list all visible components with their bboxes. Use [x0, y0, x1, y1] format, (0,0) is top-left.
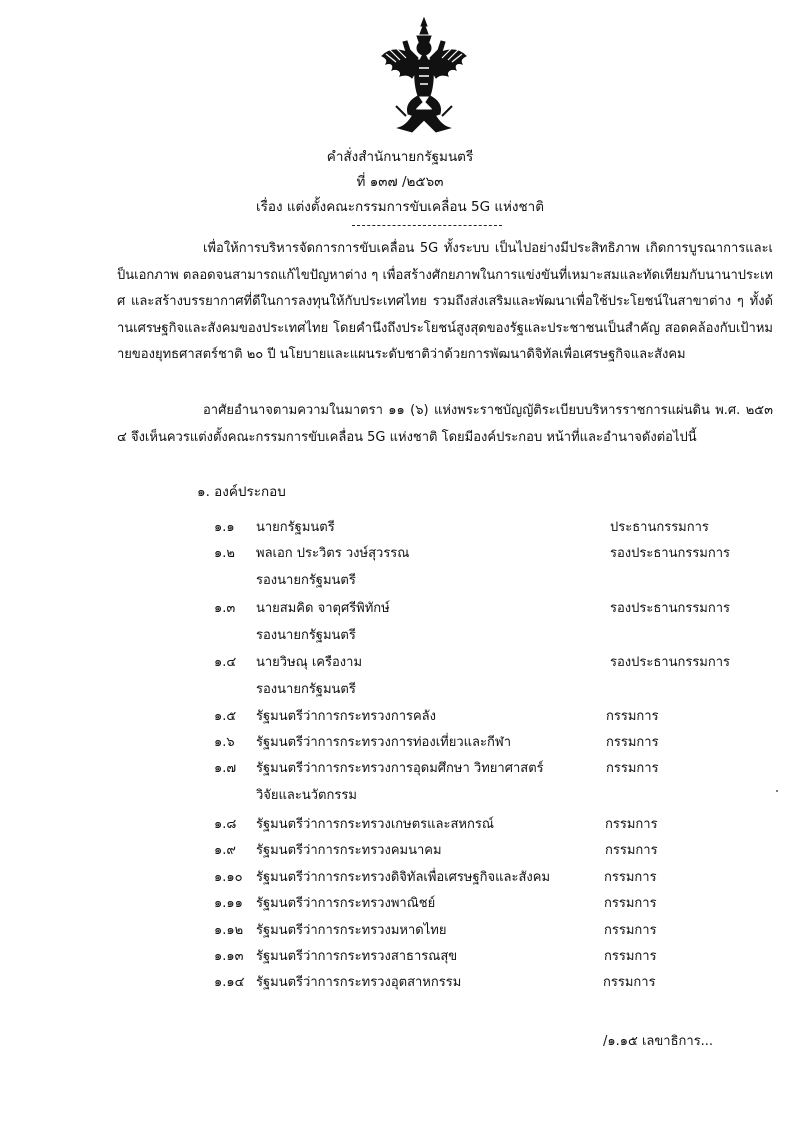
member-row	[214, 839, 774, 865]
member-role: กรรมการ	[604, 949, 657, 964]
member-name: รัฐมนตรีว่าการกระทรวงพาณิชย์	[256, 896, 436, 911]
continuation-note: /๑.๑๕ เลขาธิการ...	[603, 1034, 714, 1049]
member-row	[214, 651, 774, 705]
member-row	[214, 919, 774, 945]
member-role: กรรมการ	[606, 735, 659, 750]
garuda-emblem-icon	[376, 16, 472, 134]
member-role: กรรมการ	[603, 975, 656, 990]
member-row	[214, 731, 774, 757]
member-name: รัฐมนตรีว่าการกระทรวงเกษตรและสหกรณ์	[256, 817, 494, 832]
member-row	[214, 945, 774, 971]
member-row	[214, 866, 774, 892]
member-number: ๑.๓	[214, 601, 236, 616]
member-position: รองนายกรัฐมนตรี	[256, 682, 356, 697]
member-number: ๑.๑	[214, 520, 235, 535]
order-title: คำสั่งสำนักนายกรัฐมนตรี	[326, 149, 474, 165]
member-name: รัฐมนตรีว่าการกระทรวงดิจิทัลเพื่อเศรษฐกิจและสังคม	[256, 870, 551, 885]
section-title: ๑. องค์ประกอบ	[197, 484, 286, 500]
member-row	[214, 516, 774, 542]
order-subject: เรื่อง แต่งตั้งคณะกรรมการขับเคลื่อน 5G แห่งชาติ	[255, 199, 545, 215]
member-position: วิจัยและนวัตกรรม	[256, 788, 357, 803]
member-number: ๑.๖	[214, 735, 235, 750]
member-position: รองนายกรัฐมนตรี	[256, 628, 356, 643]
member-number: ๑.๑๑	[214, 896, 243, 911]
member-role: กรรมการ	[605, 843, 658, 858]
member-name: นายวิษณุ เครืองาม	[256, 655, 363, 670]
member-name: รัฐมนตรีว่าการกระทรวงคมนาคม	[256, 843, 442, 858]
member-role: รองประธานกรรมการ	[610, 546, 731, 561]
member-role: กรรมการ	[606, 761, 659, 776]
scan-speck	[776, 790, 778, 792]
member-number: ๑.๑๒	[214, 923, 244, 938]
member-row	[214, 542, 774, 596]
member-role: กรรมการ	[605, 817, 658, 832]
member-row	[214, 757, 774, 811]
member-number: ๑.๕	[214, 709, 237, 724]
member-role: กรรมการ	[606, 709, 659, 724]
paragraph-1: เพื่อให้การบริหารจัดการการขับเคลื่อน 5G ทั้งระบบ เป็นไปอย่างมีประสิทธิภาพ เกิดการบูรณาการและเป็นเอกภาพ ตลอดจนสามารถแก้ไขปัญหาต่าง ๆ เพื่อสร้างศักยภาพในการแข่งขันที่เหมาะสมและทัดเทียมกับนานาประเทศ และสร้างบรรยากาศที่ดีในการลงทุนให้กับประเทศไทย รวมถึงส่งเสริมและพัฒนาเพื่อใช้ประโยชน์ในสาขาต่าง ๆ ทั้งด้านเศรษฐกิจและสังคมของประเทศไทย โดยคำนึงถึงประโยชน์สูงสุดของรัฐและประชาชนเป็นสำคัญ สอดคล้องกับเป้าหมายของยุทธศาสตร์ชาติ ๒๐ ปี นโยบายและแผนระดับชาติว่าด้วยการพัฒนาดิจิทัลเพื่อเศรษฐกิจและสังคม	[117, 241, 773, 362]
member-name: นายสมคิด จาตุศรีพิทักษ์	[256, 601, 390, 616]
member-number: ๑.๗	[214, 761, 237, 776]
member-role: กรรมการ	[604, 923, 657, 938]
member-role: รองประธานกรรมการ	[610, 655, 731, 670]
member-number: ๑.๑๐	[214, 870, 243, 885]
member-number: ๑.๒	[214, 546, 235, 561]
order-number: ที่ ๑๓๗ /๒๕๖๓	[356, 174, 444, 190]
member-name: รัฐมนตรีว่าการกระทรวงอุตสาหกรรม	[256, 975, 462, 990]
member-role: กรรมการ	[604, 870, 657, 885]
member-row	[214, 705, 774, 731]
header-divider	[352, 225, 502, 226]
member-number: ๑.๘	[214, 817, 237, 832]
member-name: รัฐมนตรีว่าการกระทรวงมหาดไทย	[256, 923, 447, 938]
member-name: รัฐมนตรีว่าการกระทรวงการคลัง	[256, 709, 436, 724]
member-name: รัฐมนตรีว่าการกระทรวงสาธารณสุข	[256, 949, 458, 964]
member-number: ๑.๑๔	[214, 975, 245, 990]
member-name: รัฐมนตรีว่าการกระทรวงการอุดมศึกษา วิทยาศาสตร์	[256, 761, 544, 776]
member-row	[214, 971, 774, 997]
member-row	[214, 597, 774, 651]
member-name: นายกรัฐมนตรี	[256, 520, 335, 535]
member-row	[214, 813, 774, 839]
member-row	[214, 892, 774, 918]
member-number: ๑.๔	[214, 655, 237, 670]
member-number: ๑.๑๓	[214, 949, 244, 964]
member-role: กรรมการ	[604, 896, 657, 911]
member-position: รองนายกรัฐมนตรี	[256, 573, 356, 588]
member-role: ประธานกรรมการ	[610, 520, 709, 535]
member-number: ๑.๙	[214, 843, 236, 858]
paragraph-2: อาศัยอำนาจตามความในมาตรา ๑๑ (๖) แห่งพระราชบัญญัติระเบียบบริหารราชการแผ่นดิน พ.ศ. ๒๕๓๔ จึงเห็นควรแต่งตั้งคณะกรรมการขับเคลื่อน 5G แห่งชาติ โดยมีองค์ประกอบ หน้าที่และอำนาจดังต่อไปนี้	[117, 403, 773, 445]
member-name: พลเอก ประวิตร วงษ์สุวรรณ	[256, 546, 410, 561]
member-role: รองประธานกรรมการ	[610, 601, 731, 616]
member-name: รัฐมนตรีว่าการกระทรวงการท่องเที่ยวและกีฬา	[256, 735, 512, 750]
